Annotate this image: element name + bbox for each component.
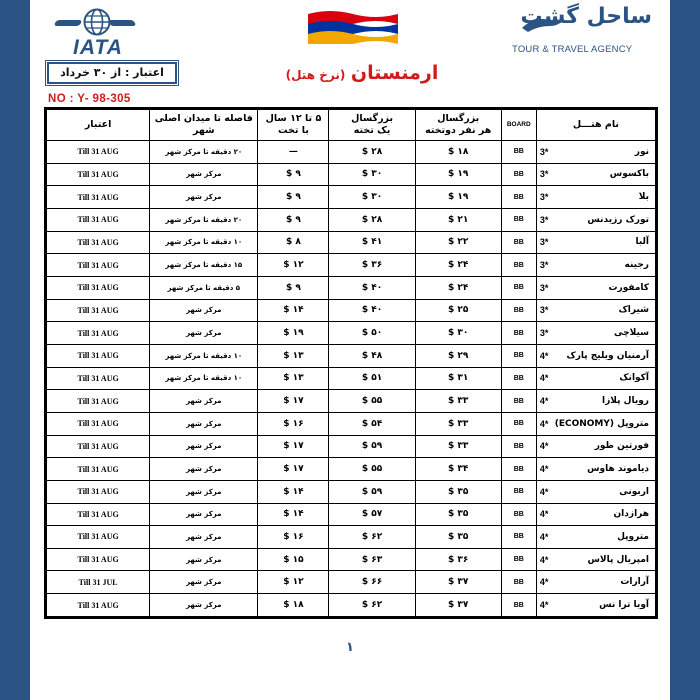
title-subtitle: (نرخ هتل) [285,68,346,82]
header-single: بزرگسال یک تخته [329,110,415,141]
cell-name [536,208,655,231]
cell-validity: Till 31 AUG [47,208,150,231]
cell-single: ۶۲ $ [329,526,415,549]
cell-child: ۱۹ $ [258,322,329,345]
cell-validity: Till 31 AUG [47,458,150,481]
cell-double: ۲۴ $ [415,276,501,299]
cell-double: ۳۳ $ [415,435,501,458]
cell-distance: مرکز شهر [150,322,258,345]
cell-double: ۳۵ $ [415,526,501,549]
table-row [47,458,656,481]
validity-box: اعتبار : از ۳۰ خرداد [47,62,177,84]
cell-name [536,299,655,322]
cell-board: BB [501,163,536,186]
cell-single: ۵۴ $ [329,412,415,435]
cell-validity: Till 31 AUG [47,594,150,617]
cell-single: ۲۸ $ [329,208,415,231]
star-rating: 4* [539,350,549,361]
hotel-rates-table [44,107,658,619]
star-rating: 4* [539,600,549,611]
cell-child: ۹ $ [258,186,329,209]
cell-double: ۲۵ $ [415,299,501,322]
star-rating: 4* [539,486,549,497]
star-rating: 3* [539,169,549,180]
cell-child: ۱۷ $ [258,458,329,481]
table-row [47,208,656,231]
star-rating: 3* [539,282,549,293]
star-rating: 3* [539,214,549,225]
table-row [47,571,656,594]
cell-distance: ۱۰ دقیقه تا مرکز شهر [150,367,258,390]
table-row [47,390,656,413]
star-rating: 4* [539,531,549,542]
cell-double: ۳۷ $ [415,571,501,594]
cell-single: ۵۰ $ [329,322,415,345]
cell-single: ۴۰ $ [329,276,415,299]
cell-validity: Till 31 AUG [47,435,150,458]
cell-distance: مرکز شهر [150,186,258,209]
cell-single: ۴۱ $ [329,231,415,254]
cell-child: ۸ $ [258,231,329,254]
hotel-name: کامفورت [608,282,649,293]
cell-single: ۳۶ $ [329,254,415,277]
cell-board: BB [501,367,536,390]
star-rating: 4* [539,396,549,407]
star-rating: 4* [539,554,549,565]
table-row [47,231,656,254]
table-row [47,503,656,526]
table-row [47,548,656,571]
cell-single: ۴۸ $ [329,344,415,367]
cell-single: ۵۹ $ [329,435,415,458]
cell-name [536,594,655,617]
cell-double: ۱۸ $ [415,141,501,164]
star-rating: 4* [539,577,549,588]
hotel-name: آرارات [620,577,649,588]
cell-name [536,322,655,345]
cell-name [536,412,655,435]
cell-validity: Till 31 AUG [47,299,150,322]
cell-name [536,163,655,186]
cell-double: ۲۴ $ [415,254,501,277]
cell-child: ۱۸ $ [258,594,329,617]
cell-board: BB [501,186,536,209]
cell-validity: Till 31 AUG [47,186,150,209]
hotel-name: امپریال پالاس [587,554,649,565]
cell-double: ۲۲ $ [415,231,501,254]
cell-distance: مرکز شهر [150,458,258,481]
cell-distance: ۱۵ دقیقه تا مرکز شهر [150,254,258,277]
cell-board: BB [501,458,536,481]
cell-double: ۳۵ $ [415,503,501,526]
cell-validity: Till 31 AUG [47,390,150,413]
cell-child: ۱۴ $ [258,299,329,322]
cell-child: ۹ $ [258,208,329,231]
header-validity: اعتبار [47,110,150,141]
cell-single: ۵۵ $ [329,458,415,481]
cell-board: BB [501,480,536,503]
hotel-name: بلا [638,192,649,203]
cell-name [536,231,655,254]
hotel-name: باکسوس [609,169,649,180]
cell-double: ۱۹ $ [415,163,501,186]
cell-validity: Till 31 AUG [47,141,150,164]
cell-single: ۳۰ $ [329,186,415,209]
cell-board: BB [501,141,536,164]
cell-validity: Till 31 AUG [47,526,150,549]
cell-double: ۳۰ $ [415,322,501,345]
cell-double: ۳۶ $ [415,548,501,571]
cell-validity: Till 31 AUG [47,254,150,277]
cell-double: ۳۱ $ [415,367,501,390]
cell-double: ۳۳ $ [415,390,501,413]
table-row [47,163,656,186]
cell-child: ۹ $ [258,163,329,186]
hotel-name: هرازدان [613,509,649,520]
cell-board: BB [501,208,536,231]
cell-name [536,526,655,549]
cell-name [536,186,655,209]
cell-single: ۵۹ $ [329,480,415,503]
cell-child: ۱۷ $ [258,435,329,458]
cell-distance: مرکز شهر [150,594,258,617]
cell-child: ۱۳ $ [258,344,329,367]
cell-double: ۳۷ $ [415,594,501,617]
table-row [47,322,656,345]
cell-distance: مرکز شهر [150,571,258,594]
cell-child: — [258,141,329,164]
header-child: ۵ تا ۱۲ سال با تخت [258,110,329,141]
cell-distance: ۲۰ دقیقه تا مرکز شهر [150,208,258,231]
iata-wordmark: IATA [73,36,123,59]
agency-logo [512,4,652,60]
cell-single: ۲۸ $ [329,141,415,164]
cell-single: ۶۲ $ [329,594,415,617]
wing-left-icon [54,20,83,26]
cell-validity: Till 31 AUG [47,503,150,526]
page-number: ۱ [346,640,354,655]
star-rating: 3* [539,260,549,271]
cell-board: BB [501,344,536,367]
cell-board: BB [501,322,536,345]
cell-validity: Till 31 JUL [47,571,150,594]
cell-name [536,367,655,390]
cell-board: BB [501,276,536,299]
star-rating: 3* [539,146,549,157]
cell-distance: مرکز شهر [150,412,258,435]
cell-child: ۱۵ $ [258,548,329,571]
table-header-row [47,110,656,141]
hotel-name: دیاموند هاوس [587,464,649,475]
table-row [47,594,656,617]
cell-distance: ۵ دقیقه تا مرکز شهر [150,276,258,299]
table-row [47,186,656,209]
cell-board: BB [501,412,536,435]
cell-board: BB [501,594,536,617]
cell-validity: Till 31 AUG [47,276,150,299]
table-row [47,480,656,503]
cell-child: ۱۴ $ [258,503,329,526]
hotel-name: آلبا [635,237,649,248]
hotel-name: فورتین ظور [594,441,649,452]
table-row [47,412,656,435]
cell-child: ۱۶ $ [258,412,329,435]
cell-distance: مرکز شهر [150,390,258,413]
hotel-name: رویال پلازا [602,396,649,407]
table-row [47,526,656,549]
header-name: نام هتـــل [536,110,655,141]
cell-validity: Till 31 AUG [47,322,150,345]
cell-validity: Till 31 AUG [47,367,150,390]
cell-name [536,548,655,571]
cell-name [536,390,655,413]
hotel-name: رجینه [624,260,649,271]
star-rating: 4* [539,441,549,452]
cell-distance: مرکز شهر [150,548,258,571]
table-row [47,344,656,367]
table-row [47,276,656,299]
cell-validity: Till 31 AUG [47,480,150,503]
cell-child: ۱۶ $ [258,526,329,549]
hotel-name: نور [634,146,649,157]
star-rating: 4* [539,509,549,520]
cell-validity: Till 31 AUG [47,163,150,186]
cell-single: ۴۰ $ [329,299,415,322]
table-body [47,141,656,617]
wing-right-icon [108,20,137,26]
cell-name [536,141,655,164]
cell-board: BB [501,548,536,571]
star-rating: 3* [539,328,549,339]
cell-distance: مرکز شهر [150,163,258,186]
hotel-name: سیلاچی [614,328,649,339]
cell-name [536,480,655,503]
hotel-name: آرمنیان ویلیج پارک [566,350,649,361]
hotel-name: آویا ترا نس [599,600,649,611]
page-title [262,62,462,84]
cell-distance: مرکز شهر [150,435,258,458]
cell-board: BB [501,526,536,549]
hotel-name: شیراک [618,305,649,316]
iata-logo [55,8,135,58]
cell-single: ۶۳ $ [329,548,415,571]
cell-single: ۵۱ $ [329,367,415,390]
cell-double: ۳۴ $ [415,458,501,481]
armenia-flag-icon [306,8,400,44]
cell-board: BB [501,390,536,413]
cell-validity: Till 31 AUG [47,548,150,571]
star-rating: 4* [539,464,549,475]
cell-board: BB [501,571,536,594]
cell-validity: Till 31 AUG [47,231,150,254]
table-row [47,435,656,458]
cell-distance: ۲۰ دقیقه تا مرکز شهر [150,141,258,164]
cell-double: ۲۱ $ [415,208,501,231]
cell-child: ۱۷ $ [258,390,329,413]
cell-board: BB [501,299,536,322]
cell-name [536,571,655,594]
cell-single: ۵۷ $ [329,503,415,526]
cell-name [536,503,655,526]
cell-board: BB [501,254,536,277]
cell-child: ۱۲ $ [258,254,329,277]
star-rating: 4* [539,418,549,429]
cell-distance: مرکز شهر [150,299,258,322]
table-row [47,141,656,164]
cell-board: BB [501,435,536,458]
star-rating: 4* [539,373,549,384]
cell-validity: Till 31 AUG [47,412,150,435]
cell-single: ۵۵ $ [329,390,415,413]
cell-child: ۱۲ $ [258,571,329,594]
cell-name [536,254,655,277]
cell-name [536,344,655,367]
globe-icon [83,8,111,36]
hotel-name: تورک رزیدنس [587,214,649,225]
header-double: بزرگسال هر نفر دوتخته [415,110,501,141]
hotel-name: متروپل (ECONOMY) [554,418,649,429]
cell-child: ۹ $ [258,276,329,299]
cell-board: BB [501,231,536,254]
star-rating: 3* [539,192,549,203]
table-row [47,299,656,322]
cell-validity: Till 31 AUG [47,344,150,367]
cell-name [536,435,655,458]
table-row [47,367,656,390]
cell-distance: ۱۰ دقیقه تا مرکز شهر [150,344,258,367]
star-rating: 3* [539,237,549,248]
cell-child: ۱۳ $ [258,367,329,390]
cell-name [536,458,655,481]
cell-child: ۱۴ $ [258,480,329,503]
cell-distance: مرکز شهر [150,480,258,503]
cell-single: ۶۶ $ [329,571,415,594]
cell-name [536,276,655,299]
hotel-name: اربونی [619,486,649,497]
cell-double: ۱۹ $ [415,186,501,209]
cell-single: ۳۰ $ [329,163,415,186]
table-row [47,254,656,277]
cell-board: BB [501,503,536,526]
left-border-band [0,0,30,700]
cell-distance: ۱۰ دقیقه تا مرکز شهر [150,231,258,254]
title-country: ارمنستان [350,62,439,84]
hotel-name: آکوانک [619,373,649,384]
reference-number: NO : Y- 98-305 [48,93,131,105]
agency-name-fa: ساحل گشت [520,4,652,29]
agency-name-en: TOUR & TRAVEL AGENCY [512,44,633,55]
cell-distance: مرکز شهر [150,503,258,526]
hotel-name: متروپل [617,531,649,542]
star-rating: 3* [539,305,549,316]
cell-distance: مرکز شهر [150,526,258,549]
header-board: BOARD [501,110,536,141]
cell-double: ۲۹ $ [415,344,501,367]
right-border-band [670,0,700,700]
cell-double: ۳۳ $ [415,412,501,435]
header-distance: فاصله تا میدان اصلی شهر [150,110,258,141]
cell-double: ۳۵ $ [415,480,501,503]
